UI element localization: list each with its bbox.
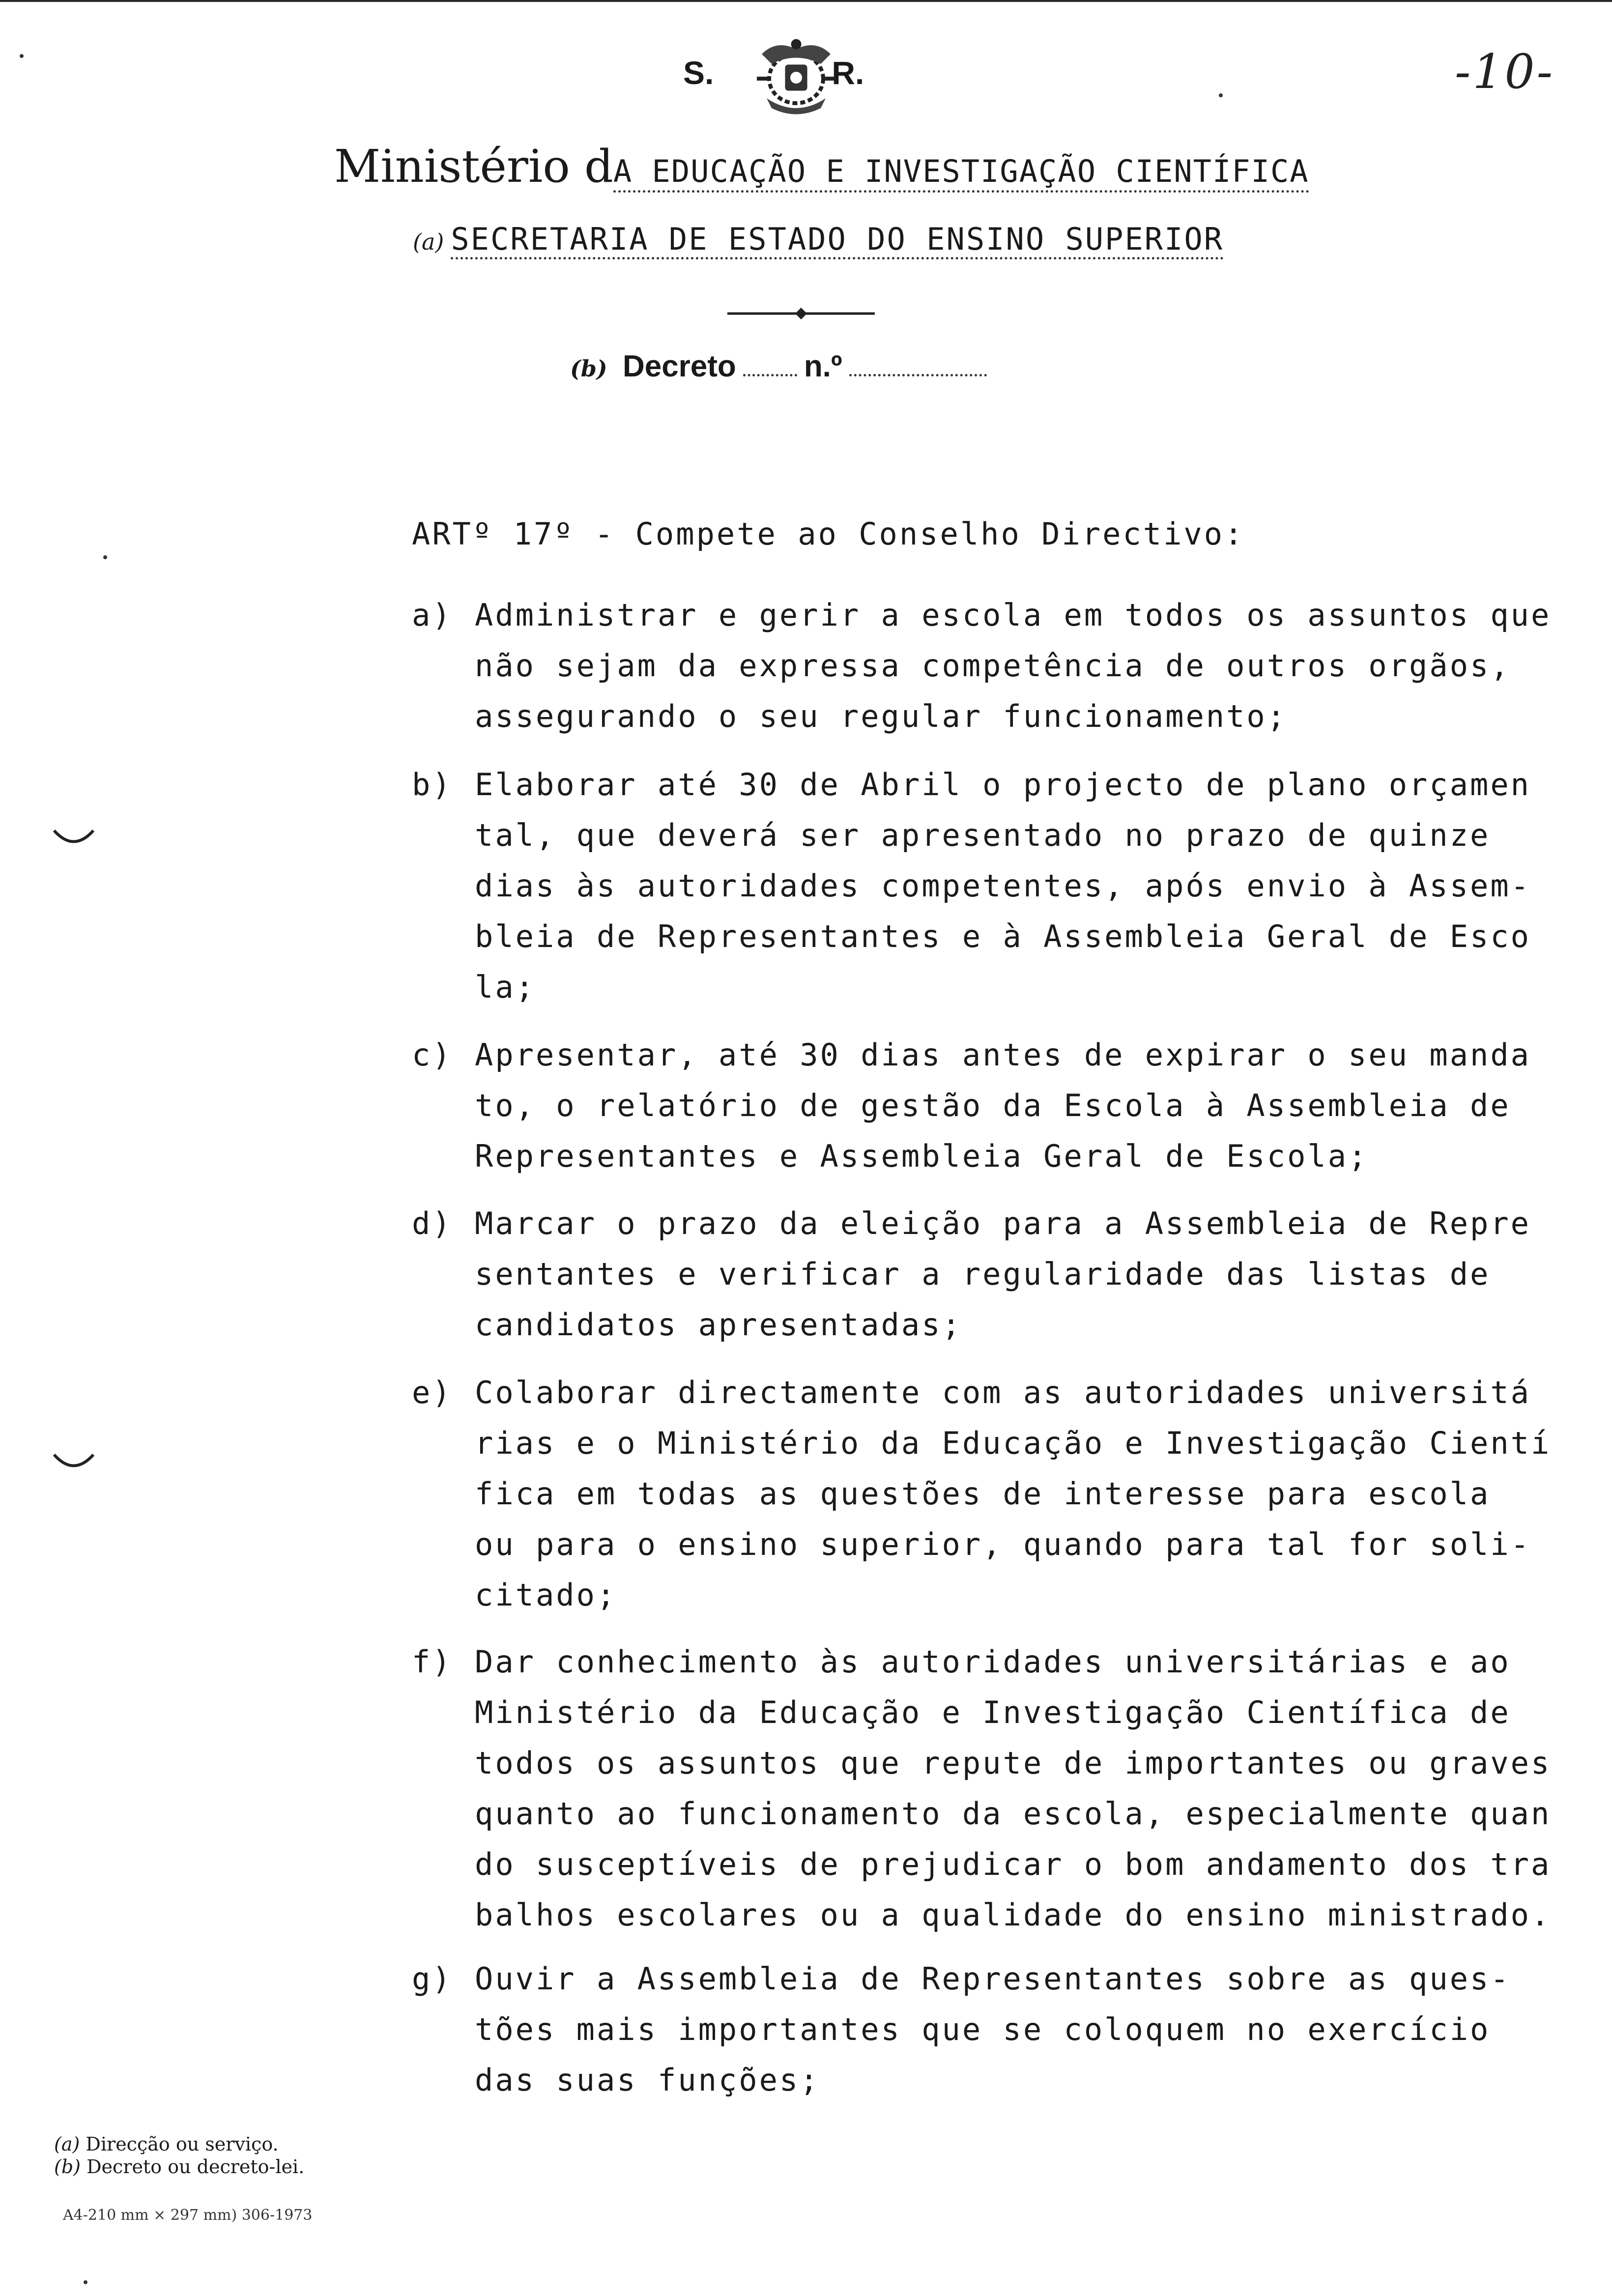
item-line: todos os assuntos que repute de importantes ou graves xyxy=(475,1745,1552,1781)
ministry-prefix: Ministério d xyxy=(334,140,613,193)
item-line: Elaborar até 30 de Abril o projecto de plano orçamen xyxy=(475,767,1531,803)
form-code: A4-210 mm × 297 mm) 306-1973 xyxy=(63,2207,313,2224)
item-line: Ministério da Educação e Investigação Científica de xyxy=(475,1694,1511,1730)
coat-of-arms-emblem xyxy=(747,34,845,118)
item-line: quanto ao funcionamento da escola, especialmente quan xyxy=(475,1796,1552,1832)
item-line: Ouvir a Assembleia de Representantes sobre as ques- xyxy=(475,1961,1511,1997)
article-item-e xyxy=(412,1367,1551,1620)
item-line: do susceptíveis de prejudicar o bom andamento dos tra xyxy=(475,1846,1552,1882)
top-edge-line xyxy=(0,0,1612,2)
item-line: Administrar e gerir a escola em todos os assuntos que xyxy=(475,597,1552,633)
decreto-label: Decreto xyxy=(622,349,736,383)
article-item-b xyxy=(412,759,1531,1012)
footnote-mark: (a) xyxy=(54,2133,80,2155)
item-line: Dar conhecimento às autoridades universitárias e ao xyxy=(475,1644,1511,1680)
item-line: bleia de Representantes e à Assembleia Geral de Esco xyxy=(475,918,1531,954)
footnote-marker-b: (b) xyxy=(570,355,607,382)
item-line: Apresentar, até 30 dias antes de expirar o seu manda xyxy=(475,1037,1531,1073)
footnote-a xyxy=(54,2133,304,2155)
ornamental-divider xyxy=(727,304,875,323)
item-label: f) xyxy=(412,1644,453,1680)
item-label: e) xyxy=(412,1375,453,1410)
header-r-letter: R. xyxy=(832,55,864,91)
scan-speck xyxy=(103,555,107,559)
decreto-line xyxy=(570,349,987,384)
item-line: to, o relatório de gestão da Escola à Assembleia de xyxy=(475,1088,1511,1123)
article-item-c xyxy=(412,1030,1531,1181)
item-line: Marcar o prazo da eleição para a Assembleia de Repre xyxy=(475,1205,1531,1241)
item-line: balhos escolares ou a qualidade do ensino ministrado. xyxy=(475,1897,1552,1933)
item-line: não sejam da expressa competência de outros orgãos, xyxy=(475,648,1511,684)
decreto-type-blank xyxy=(743,374,797,376)
item-line: rias e o Ministério da Educação e Investigação Cientí xyxy=(475,1425,1552,1461)
item-line: citado; xyxy=(475,1577,617,1613)
header-s-letter: S. xyxy=(683,55,714,91)
item-label: d) xyxy=(412,1205,453,1241)
footnote-marker-a: (a) xyxy=(413,229,444,255)
decreto-number-label: n.º xyxy=(804,349,842,383)
item-label: g) xyxy=(412,1961,453,1997)
item-line: dias às autoridades competentes, após envio à Assem- xyxy=(475,868,1531,904)
article-title: ARTº 17º - Compete ao Conselho Directivo: xyxy=(412,516,1245,552)
item-line: sentantes e verificar a regularidade das listas de xyxy=(475,1256,1491,1292)
item-label: b) xyxy=(412,767,453,803)
item-line: assegurando o seu regular funcionamento; xyxy=(475,698,1288,734)
item-label: c) xyxy=(412,1037,453,1073)
item-line: ou para o ensino superior, quando para tal for soli- xyxy=(475,1526,1531,1562)
punch-hole-mark xyxy=(49,1450,98,1479)
scan-speck xyxy=(84,2280,87,2284)
item-line: Representantes e Assembleia Geral de Escola; xyxy=(475,1138,1369,1174)
item-line: tões mais importantes que se coloquem no exercício xyxy=(475,2011,1491,2047)
article-item-g xyxy=(412,1953,1511,2105)
secretaria-name: SECRETARIA DE ESTADO DO ENSINO SUPERIOR xyxy=(451,221,1224,259)
item-line: la; xyxy=(475,969,536,1005)
page-number: -10- xyxy=(1455,44,1555,99)
footnote-b xyxy=(54,2155,304,2178)
punch-hole-mark xyxy=(49,826,98,855)
article-item-d xyxy=(412,1198,1531,1350)
footnote-mark: (b) xyxy=(54,2156,81,2178)
article-item-a xyxy=(412,590,1551,742)
item-line: candidatos apresentadas; xyxy=(475,1307,962,1343)
secretaria-line xyxy=(413,221,1224,257)
decreto-number-blank xyxy=(849,374,987,376)
scan-speck xyxy=(20,54,24,58)
item-line: Colaborar directamente com as autoridades universitá xyxy=(475,1375,1531,1410)
article-item-f xyxy=(412,1636,1551,1940)
ministry-name: A EDUCAÇÃO E INVESTIGAÇÃO CIENTÍFICA xyxy=(613,153,1309,193)
item-line: das suas funções; xyxy=(475,2062,820,2098)
footnote-text: Decreto ou decreto-lei. xyxy=(86,2156,305,2178)
scan-speck xyxy=(1219,93,1223,97)
footnote-text: Direcção ou serviço. xyxy=(86,2133,279,2155)
ministry-heading xyxy=(334,140,1309,193)
item-label: a) xyxy=(412,597,453,633)
item-line: fica em todas as questões de interesse para escola xyxy=(475,1476,1491,1512)
item-line: tal, que deverá ser apresentado no prazo de quinze xyxy=(475,817,1491,853)
footnotes xyxy=(54,2133,304,2178)
